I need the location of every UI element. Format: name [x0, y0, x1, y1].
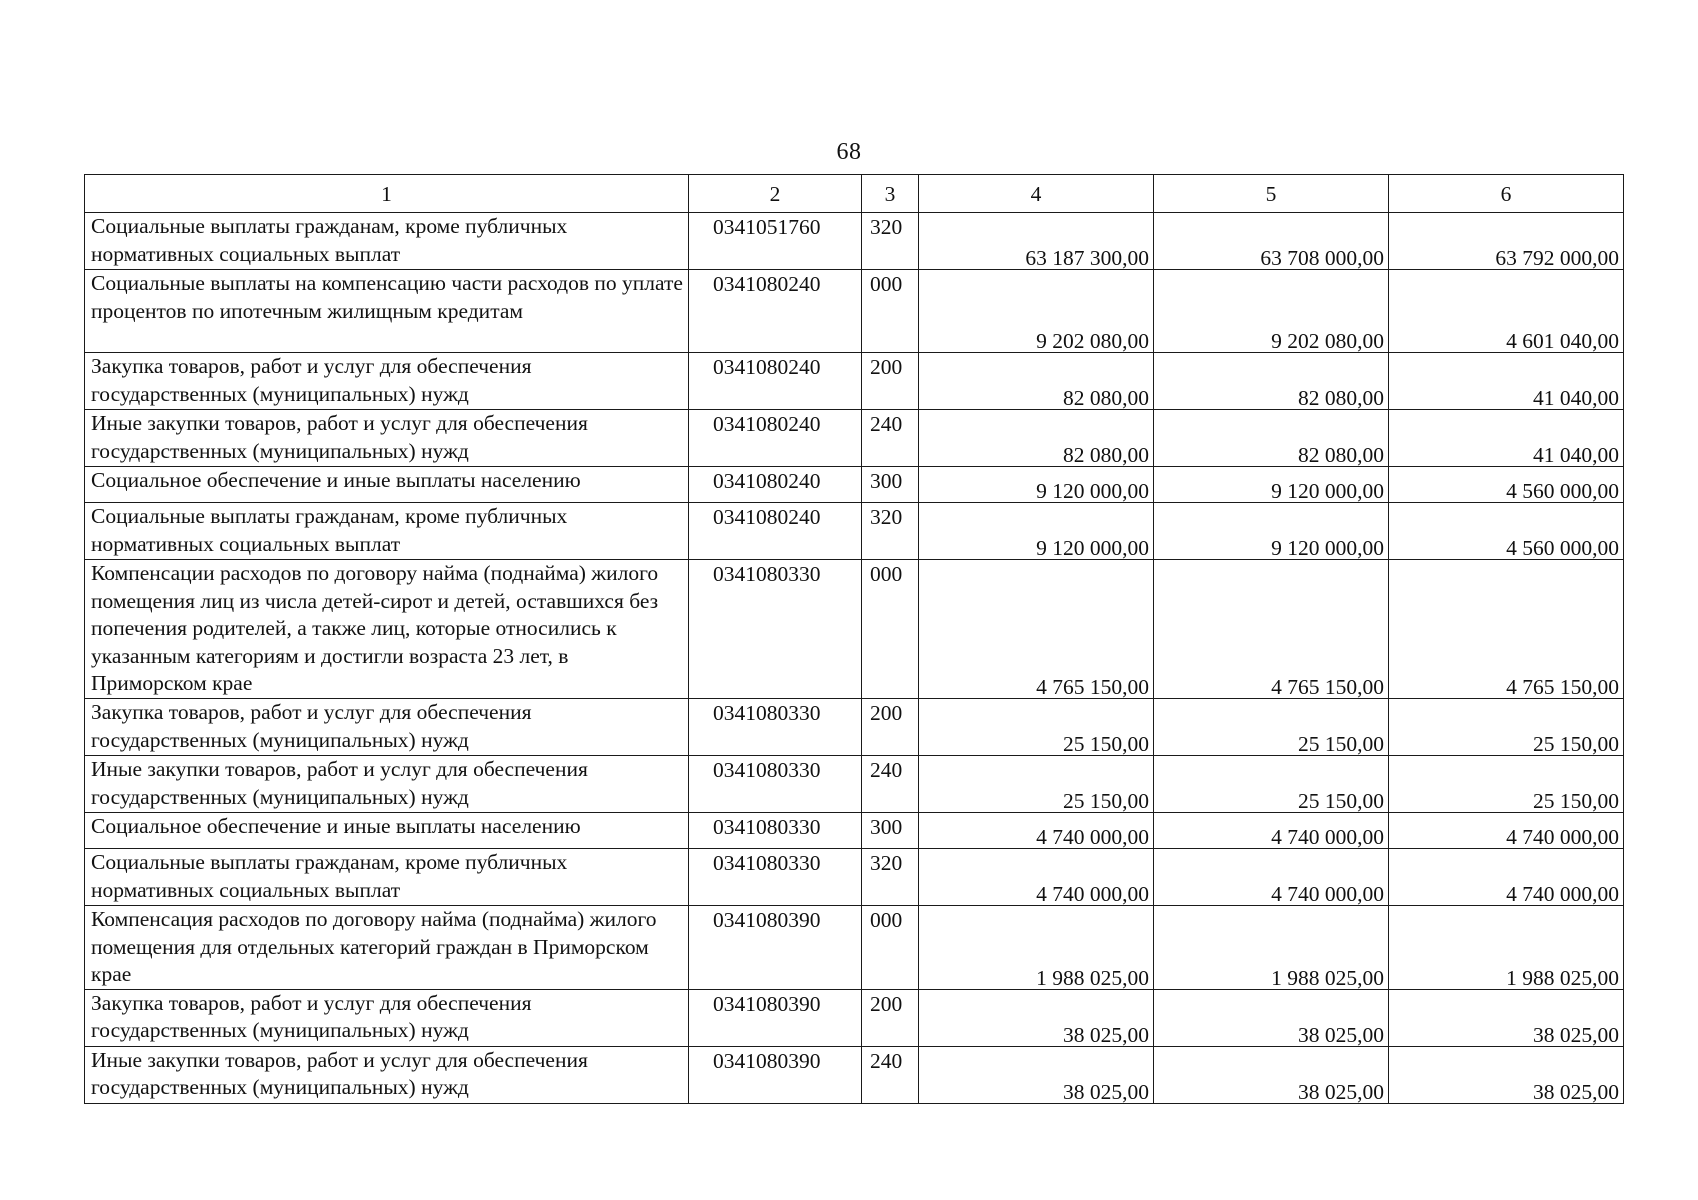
amount-column-5-cell — [1154, 560, 1389, 699]
amount-column-4-cell — [919, 560, 1154, 699]
target-article-code-cell: 0341051760 — [689, 213, 862, 270]
amount-column-6-cell — [1389, 849, 1624, 906]
amount-value: 4 765 150,00 — [1271, 675, 1384, 700]
target-article-code-cell: 0341080330 — [689, 560, 862, 699]
amount-column-5-cell — [1154, 906, 1389, 990]
amount-value: 4 765 150,00 — [1036, 675, 1149, 700]
expense-name-cell: Социальное обеспечение и иные выплаты населению — [85, 813, 689, 849]
expense-name-cell: Социальные выплаты гражданам, кроме публичных нормативных социальных выплат — [85, 503, 689, 560]
table-row — [85, 467, 1624, 503]
amount-value: 41 040,00 — [1533, 443, 1619, 468]
amount-value: 25 150,00 — [1298, 732, 1384, 757]
table-header-row — [85, 175, 1624, 213]
target-article-code-cell: 0341080390 — [689, 906, 862, 990]
expense-name-cell: Иные закупки товаров, работ и услуг для обеспечения государственных (муниципальных) нужд — [85, 1046, 689, 1103]
amount-value: 38 025,00 — [1063, 1080, 1149, 1105]
amount-value: 82 080,00 — [1298, 386, 1384, 411]
column-header-1: 1 — [85, 175, 689, 213]
amount-column-4-cell — [919, 699, 1154, 756]
amount-value: 38 025,00 — [1298, 1080, 1384, 1105]
amount-value: 4 740 000,00 — [1271, 825, 1384, 850]
target-article-code-cell: 0341080240 — [689, 467, 862, 503]
amount-value: 38 025,00 — [1533, 1080, 1619, 1105]
amount-column-6-cell — [1389, 699, 1624, 756]
amount-column-4-cell — [919, 270, 1154, 353]
amount-value: 82 080,00 — [1298, 443, 1384, 468]
amount-column-5-cell — [1154, 503, 1389, 560]
amount-column-5-cell — [1154, 410, 1389, 467]
amount-value: 25 150,00 — [1298, 789, 1384, 814]
target-article-code-cell: 0341080240 — [689, 270, 862, 353]
page-number: 68 — [836, 139, 862, 165]
column-header-4: 4 — [919, 175, 1154, 213]
amount-column-6-cell — [1389, 989, 1624, 1046]
amount-value: 38 025,00 — [1533, 1023, 1619, 1048]
amount-column-4-cell — [919, 503, 1154, 560]
amount-column-5-cell — [1154, 213, 1389, 270]
amount-column-5-cell — [1154, 813, 1389, 849]
amount-column-6-cell — [1389, 503, 1624, 560]
target-article-code-cell: 0341080330 — [689, 849, 862, 906]
amount-value: 4 560 000,00 — [1506, 479, 1619, 504]
expense-name-cell: Социальные выплаты гражданам, кроме публичных нормативных социальных выплат — [85, 213, 689, 270]
expense-kind-code-cell: 240 — [862, 410, 919, 467]
expense-name-cell: Иные закупки товаров, работ и услуг для обеспечения государственных (муниципальных) нужд — [85, 756, 689, 813]
amount-column-5-cell — [1154, 989, 1389, 1046]
amount-column-6-cell — [1389, 410, 1624, 467]
expense-kind-code-cell: 320 — [862, 849, 919, 906]
amount-column-4-cell — [919, 756, 1154, 813]
expense-kind-code-cell: 240 — [862, 756, 919, 813]
amount-column-5-cell — [1154, 849, 1389, 906]
column-header-6: 6 — [1389, 175, 1624, 213]
amount-column-4-cell — [919, 813, 1154, 849]
amount-value: 4 765 150,00 — [1506, 675, 1619, 700]
column-header-5: 5 — [1154, 175, 1389, 213]
amount-value: 9 120 000,00 — [1036, 479, 1149, 504]
target-article-code-cell: 0341080240 — [689, 410, 862, 467]
amount-column-5-cell — [1154, 353, 1389, 410]
amount-value: 25 150,00 — [1063, 732, 1149, 757]
table-row — [85, 503, 1624, 560]
amount-column-4-cell — [919, 467, 1154, 503]
amount-column-6-cell — [1389, 756, 1624, 813]
table-row — [85, 1046, 1624, 1103]
expense-name-cell: Закупка товаров, работ и услуг для обеспечения государственных (муниципальных) нужд — [85, 353, 689, 410]
expense-kind-code-cell: 240 — [862, 1046, 919, 1103]
amount-value: 38 025,00 — [1063, 1023, 1149, 1048]
amount-column-6-cell — [1389, 467, 1624, 503]
amount-column-5-cell — [1154, 1046, 1389, 1103]
amount-column-6-cell — [1389, 353, 1624, 410]
amount-value: 63 187 300,00 — [1025, 246, 1149, 271]
amount-column-4-cell — [919, 410, 1154, 467]
amount-value: 25 150,00 — [1533, 732, 1619, 757]
table-row — [85, 353, 1624, 410]
amount-value: 82 080,00 — [1063, 386, 1149, 411]
amount-column-5-cell — [1154, 270, 1389, 353]
amount-value: 9 120 000,00 — [1271, 479, 1384, 504]
expense-kind-code-cell: 300 — [862, 467, 919, 503]
target-article-code-cell: 0341080330 — [689, 813, 862, 849]
table-row — [85, 270, 1624, 353]
table-row — [85, 756, 1624, 813]
table-row — [85, 699, 1624, 756]
table-row — [85, 906, 1624, 990]
table-row — [85, 849, 1624, 906]
amount-value: 82 080,00 — [1063, 443, 1149, 468]
amount-column-5-cell — [1154, 699, 1389, 756]
expense-kind-code-cell: 000 — [862, 270, 919, 353]
expense-name-cell: Компенсации расходов по договору найма (поднайма) жилого помещения лиц из числа детей-сирот и детей, оставшихся без попечения родителей, а также лиц, которые относились к указанным категориям и достигли возраста 23 лет, в Приморском крае — [85, 560, 689, 699]
expense-kind-code-cell: 200 — [862, 699, 919, 756]
amount-value: 4 740 000,00 — [1271, 882, 1384, 907]
amount-value: 63 792 000,00 — [1495, 246, 1619, 271]
table-row — [85, 410, 1624, 467]
expense-name-cell: Иные закупки товаров, работ и услуг для обеспечения государственных (муниципальных) нужд — [85, 410, 689, 467]
amount-value: 4 740 000,00 — [1036, 882, 1149, 907]
target-article-code-cell: 0341080240 — [689, 353, 862, 410]
amount-column-4-cell — [919, 906, 1154, 990]
amount-value: 38 025,00 — [1298, 1023, 1384, 1048]
expense-name-cell: Социальные выплаты гражданам, кроме публичных нормативных социальных выплат — [85, 849, 689, 906]
amount-value: 1 988 025,00 — [1271, 966, 1384, 991]
expense-kind-code-cell: 320 — [862, 503, 919, 560]
amount-column-6-cell — [1389, 270, 1624, 353]
amount-column-6-cell — [1389, 213, 1624, 270]
amount-value: 4 740 000,00 — [1506, 825, 1619, 850]
table-row — [85, 813, 1624, 849]
expense-name-cell: Компенсация расходов по договору найма (поднайма) жилого помещения для отдельных категорий граждан в Приморском крае — [85, 906, 689, 990]
amount-column-6-cell — [1389, 560, 1624, 699]
amount-value: 9 120 000,00 — [1036, 536, 1149, 561]
expense-name-cell: Закупка товаров, работ и услуг для обеспечения государственных (муниципальных) нужд — [85, 989, 689, 1046]
expense-name-cell: Социальные выплаты на компенсацию части расходов по уплате процентов по ипотечным жилищным кредитам — [85, 270, 689, 353]
amount-column-6-cell — [1389, 1046, 1624, 1103]
amount-column-5-cell — [1154, 756, 1389, 813]
column-header-3: 3 — [862, 175, 919, 213]
expense-name-cell: Закупка товаров, работ и услуг для обеспечения государственных (муниципальных) нужд — [85, 699, 689, 756]
expense-kind-code-cell: 320 — [862, 213, 919, 270]
amount-value: 4 740 000,00 — [1036, 825, 1149, 850]
amount-column-6-cell — [1389, 813, 1624, 849]
amount-column-4-cell — [919, 1046, 1154, 1103]
expense-kind-code-cell: 000 — [862, 560, 919, 699]
amount-column-4-cell — [919, 353, 1154, 410]
amount-column-5-cell — [1154, 467, 1389, 503]
amount-column-4-cell — [919, 989, 1154, 1046]
amount-value: 9 120 000,00 — [1271, 536, 1384, 561]
expense-kind-code-cell: 300 — [862, 813, 919, 849]
amount-value: 4 740 000,00 — [1506, 882, 1619, 907]
expense-kind-code-cell: 000 — [862, 906, 919, 990]
amount-value: 4 560 000,00 — [1506, 536, 1619, 561]
amount-column-4-cell — [919, 849, 1154, 906]
table-row — [85, 989, 1624, 1046]
target-article-code-cell: 0341080330 — [689, 756, 862, 813]
expense-name-cell: Социальное обеспечение и иные выплаты населению — [85, 467, 689, 503]
amount-value: 25 150,00 — [1063, 789, 1149, 814]
budget-table — [84, 174, 1624, 1104]
table-body — [85, 213, 1624, 1104]
amount-column-6-cell — [1389, 906, 1624, 990]
column-header-2: 2 — [689, 175, 862, 213]
target-article-code-cell: 0341080240 — [689, 503, 862, 560]
target-article-code-cell: 0341080390 — [689, 989, 862, 1046]
expense-kind-code-cell: 200 — [862, 353, 919, 410]
target-article-code-cell: 0341080330 — [689, 699, 862, 756]
table-row — [85, 560, 1624, 699]
amount-value: 41 040,00 — [1533, 386, 1619, 411]
amount-value: 9 202 080,00 — [1271, 329, 1384, 354]
amount-value: 63 708 000,00 — [1260, 246, 1384, 271]
amount-value: 9 202 080,00 — [1036, 329, 1149, 354]
target-article-code-cell: 0341080390 — [689, 1046, 862, 1103]
amount-value: 25 150,00 — [1533, 789, 1619, 814]
expense-kind-code-cell: 200 — [862, 989, 919, 1046]
amount-value: 1 988 025,00 — [1506, 966, 1619, 991]
amount-value: 1 988 025,00 — [1036, 966, 1149, 991]
table-row — [85, 213, 1624, 270]
amount-value: 4 601 040,00 — [1506, 329, 1619, 354]
amount-column-4-cell — [919, 213, 1154, 270]
